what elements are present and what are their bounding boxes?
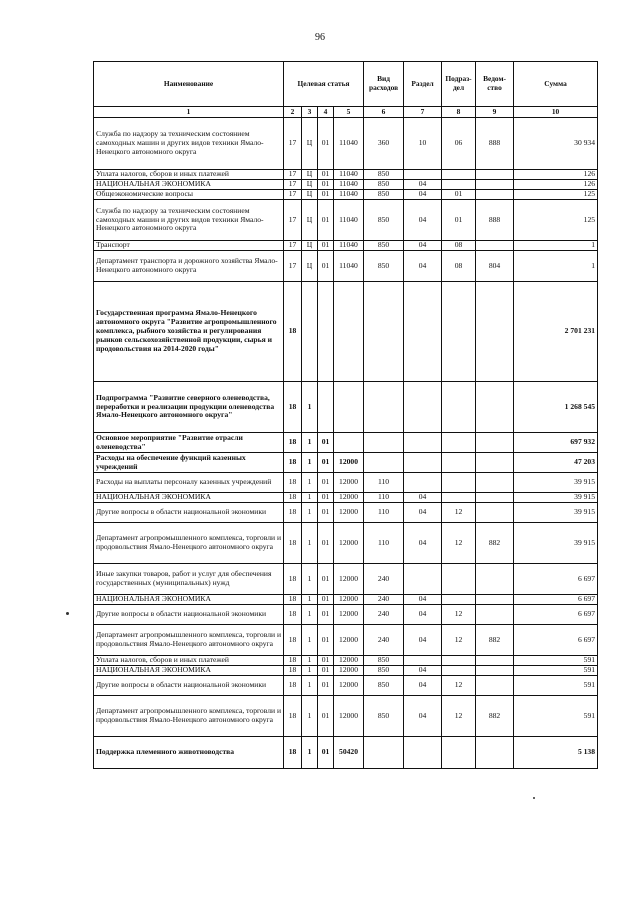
target-code-subprogram: 1 [302,473,318,493]
target-code-subprogram: 1 [302,737,318,769]
amount: 6 697 [514,595,598,605]
section-code: 04 [404,595,442,605]
section-code: 04 [404,696,442,737]
target-code-program: 18 [284,473,302,493]
budget-table [93,61,598,769]
row-name: Расходы на обеспечение функций казенных учреждений [94,453,284,473]
expense-type [364,737,404,769]
amount: 39 915 [514,493,598,503]
department-code [476,676,514,696]
target-code-direction: 12000 [334,605,364,625]
target-code-event: 01 [318,523,334,564]
target-code-program: 18 [284,696,302,737]
section-code: 04 [404,241,442,251]
amount: 6 697 [514,605,598,625]
row-name: Департамент транспорта и дорожного хозяйства Ямало-Ненецкого автономного округа [94,251,284,282]
amount: 125 [514,200,598,241]
subsection-code [442,656,476,666]
amount: 6 697 [514,625,598,656]
target-code-event: 01 [318,564,334,595]
column-number: 5 [334,107,364,118]
target-code-program: 18 [284,666,302,676]
department-code [476,493,514,503]
section-code: 04 [404,251,442,282]
department-code [476,503,514,523]
header-subsection: Подраз-дел [442,62,476,107]
amount: 591 [514,656,598,666]
target-code-subprogram: 1 [302,433,318,453]
target-code-subprogram: 1 [302,656,318,666]
expense-type: 850 [364,180,404,190]
row-name: Департамент агропромышленного комплекса, торговли и продовольствия Ямало-Ненецкого автономного округа [94,523,284,564]
amount: 591 [514,676,598,696]
target-code-subprogram: Ц [302,200,318,241]
row-name: Уплата налогов, сборов и иных платежей [94,656,284,666]
expense-type: 850 [364,676,404,696]
target-code-program: 18 [284,625,302,656]
department-code: 882 [476,696,514,737]
table-row [94,503,598,523]
subsection-code: 12 [442,523,476,564]
target-code-direction: 12000 [334,625,364,656]
table-row [94,523,598,564]
expense-type: 240 [364,625,404,656]
header-name: Наименование [94,62,284,107]
header-amount: Сумма [514,62,598,107]
scan-speck [66,612,69,615]
expense-type: 850 [364,656,404,666]
table-row [94,170,598,180]
department-code [476,382,514,433]
target-code-subprogram: 1 [302,676,318,696]
target-code-direction: 11040 [334,241,364,251]
header-department: Ведом-ство [476,62,514,107]
header-section: Раздел [404,62,442,107]
expense-type: 850 [364,241,404,251]
table-body [94,118,598,769]
table-row [94,200,598,241]
target-code-subprogram: Ц [302,118,318,170]
target-code-program: 18 [284,605,302,625]
subsection-code: 01 [442,200,476,241]
target-code-event: 01 [318,503,334,523]
target-code-direction: 50420 [334,737,364,769]
target-code-event: 01 [318,190,334,200]
table-row [94,251,598,282]
table-row [94,676,598,696]
row-name: Подпрограмма "Развитие северного оленеводства, переработки и реализации продукции оленеводства Ямало-Ненецкого автономного округа" [94,382,284,433]
section-code [404,433,442,453]
expense-type [364,433,404,453]
expense-type [364,282,404,382]
target-code-subprogram: 1 [302,595,318,605]
target-code-program: 18 [284,676,302,696]
table-row [94,564,598,595]
section-code: 04 [404,190,442,200]
target-code-direction: 12000 [334,473,364,493]
target-code-direction: 11040 [334,251,364,282]
subsection-code: 12 [442,676,476,696]
target-code-direction: 11040 [334,190,364,200]
target-code-event: 01 [318,676,334,696]
target-code-event: 01 [318,180,334,190]
subsection-code [442,473,476,493]
target-code-program: 18 [284,656,302,666]
target-code-subprogram: 1 [302,503,318,523]
target-code-direction: 12000 [334,595,364,605]
target-code-event: 01 [318,118,334,170]
section-code [404,564,442,595]
target-code-program: 18 [284,493,302,503]
target-code-direction: 11040 [334,180,364,190]
amount: 126 [514,170,598,180]
target-code-event: 01 [318,493,334,503]
column-number: 8 [442,107,476,118]
section-code [404,453,442,473]
target-code-event: 01 [318,625,334,656]
row-name: Другие вопросы в области национальной экономики [94,676,284,696]
header-target: Целевая статья [284,62,364,107]
subsection-code [442,282,476,382]
header-row [94,62,598,107]
target-code-event: 01 [318,605,334,625]
table-row [94,453,598,473]
target-code-program: 17 [284,180,302,190]
target-code-program: 18 [284,282,302,382]
section-code: 10 [404,118,442,170]
subsection-code: 06 [442,118,476,170]
department-code: 804 [476,251,514,282]
department-code [476,170,514,180]
target-code-subprogram: Ц [302,241,318,251]
column-number: 3 [302,107,318,118]
amount: 6 697 [514,564,598,595]
subsection-code [442,595,476,605]
amount: 1 [514,251,598,282]
target-code-program: 17 [284,200,302,241]
row-name: НАЦИОНАЛЬНАЯ ЭКОНОМИКА [94,180,284,190]
table-row [94,595,598,605]
section-code: 04 [404,523,442,564]
section-code: 04 [404,200,442,241]
row-name: Государственная программа Ямало-Ненецкого автономного округа "Развитие агропромышленного комплекса, рыбного хозяйства и регулирования рынков сельскохозяйственной продукции, сырья и продовольствия на 2014-2020 годы" [94,282,284,382]
expense-type: 110 [364,503,404,523]
department-code [476,190,514,200]
target-code-program: 18 [284,523,302,564]
amount: 591 [514,696,598,737]
scan-speck [533,797,535,799]
department-code [476,473,514,493]
target-code-subprogram: 1 [302,564,318,595]
department-code [476,666,514,676]
subsection-code: 12 [442,696,476,737]
expense-type: 240 [364,564,404,595]
column-number-row [94,107,598,118]
header-expense-type: Вид расходов [364,62,404,107]
target-code-event: 01 [318,696,334,737]
department-code [476,282,514,382]
amount: 5 138 [514,737,598,769]
amount: 125 [514,190,598,200]
target-code-subprogram: Ц [302,251,318,282]
target-code-subprogram: 1 [302,523,318,564]
table-row [94,382,598,433]
target-code-event: 01 [318,170,334,180]
subsection-code: 12 [442,625,476,656]
department-code [476,241,514,251]
expense-type: 850 [364,696,404,737]
target-code-subprogram: 1 [302,493,318,503]
target-code-direction [334,433,364,453]
section-code [404,382,442,433]
expense-type: 360 [364,118,404,170]
target-code-event: 01 [318,656,334,666]
target-code-event: 01 [318,241,334,251]
column-number: 9 [476,107,514,118]
target-code-event [318,282,334,382]
section-code: 04 [404,676,442,696]
section-code [404,170,442,180]
subsection-code: 08 [442,251,476,282]
subsection-code [442,666,476,676]
target-code-program: 17 [284,241,302,251]
target-code-direction: 11040 [334,118,364,170]
department-code: 888 [476,118,514,170]
department-code [476,453,514,473]
target-code-subprogram: Ц [302,190,318,200]
department-code [476,605,514,625]
expense-type: 850 [364,190,404,200]
table-row [94,737,598,769]
department-code: 888 [476,200,514,241]
target-code-event [318,382,334,433]
row-name: Транспорт [94,241,284,251]
column-number: 1 [94,107,284,118]
table-row [94,473,598,493]
row-name: Служба по надзору за техническим состоянием самоходных машин и других видов техники Ямало-Ненецкого автономного округа [94,118,284,170]
column-number: 10 [514,107,598,118]
target-code-program: 17 [284,170,302,180]
column-number: 2 [284,107,302,118]
amount: 39 915 [514,473,598,493]
row-name: Расходы на выплаты персоналу казенных учреждений [94,473,284,493]
target-code-direction: 12000 [334,564,364,595]
row-name: Департамент агропромышленного комплекса, торговли и продовольствия Ямало-Ненецкого автономного округа [94,625,284,656]
row-name: Уплата налогов, сборов и иных платежей [94,170,284,180]
subsection-code: 01 [442,190,476,200]
subsection-code: 08 [442,241,476,251]
department-code [476,180,514,190]
section-code: 04 [404,503,442,523]
row-name: Основное мероприятие "Развитие отрасли оленеводства" [94,433,284,453]
target-code-direction: 12000 [334,676,364,696]
subsection-code [442,170,476,180]
section-code: 04 [404,666,442,676]
target-code-event: 01 [318,200,334,241]
row-name: Другие вопросы в области национальной экономики [94,605,284,625]
amount: 697 932 [514,433,598,453]
subsection-code [442,382,476,433]
target-code-subprogram: 1 [302,382,318,433]
amount: 1 [514,241,598,251]
column-number: 6 [364,107,404,118]
table-row [94,118,598,170]
department-code [476,595,514,605]
target-code-direction: 12000 [334,453,364,473]
table-row [94,666,598,676]
target-code-program: 18 [284,503,302,523]
target-code-event: 01 [318,737,334,769]
expense-type [364,382,404,433]
section-code: 04 [404,605,442,625]
expense-type: 850 [364,666,404,676]
table-row [94,696,598,737]
section-code [404,737,442,769]
target-code-program: 17 [284,118,302,170]
amount: 30 934 [514,118,598,170]
target-code-direction: 12000 [334,656,364,666]
target-code-direction: 12000 [334,666,364,676]
target-code-direction: 11040 [334,170,364,180]
target-code-subprogram [302,282,318,382]
target-code-event: 01 [318,473,334,493]
target-code-direction: 12000 [334,523,364,564]
department-code [476,564,514,595]
subsection-code [442,453,476,473]
page-number: 96 [315,32,325,43]
amount: 126 [514,180,598,190]
target-code-event: 01 [318,433,334,453]
target-code-program: 18 [284,433,302,453]
table-row [94,433,598,453]
target-code-event: 01 [318,251,334,282]
row-name: Служба по надзору за техническим состоянием самоходных машин и других видов техники Ямало-Ненецкого автономного округа [94,200,284,241]
row-name: Иные закупки товаров, работ и услуг для обеспечения государственных (муниципальных) нужд [94,564,284,595]
amount: 39 915 [514,523,598,564]
section-code: 04 [404,180,442,190]
target-code-subprogram: 1 [302,666,318,676]
amount: 591 [514,666,598,676]
target-code-direction [334,382,364,433]
row-name: Другие вопросы в области национальной экономики [94,503,284,523]
target-code-subprogram: 1 [302,605,318,625]
department-code [476,737,514,769]
table-row [94,282,598,382]
expense-type [364,453,404,473]
expense-type: 110 [364,473,404,493]
target-code-direction: 12000 [334,696,364,737]
target-code-event: 01 [318,666,334,676]
row-name: Департамент агропромышленного комплекса, торговли и продовольствия Ямало-Ненецкого автономного округа [94,696,284,737]
target-code-event: 01 [318,453,334,473]
row-name: НАЦИОНАЛЬНАЯ ЭКОНОМИКА [94,666,284,676]
target-code-direction: 11040 [334,200,364,241]
target-code-subprogram: 1 [302,453,318,473]
section-code [404,282,442,382]
target-code-event: 01 [318,595,334,605]
target-code-program: 17 [284,190,302,200]
row-name: НАЦИОНАЛЬНАЯ ЭКОНОМИКА [94,595,284,605]
expense-type: 110 [364,523,404,564]
section-code: 04 [404,625,442,656]
table-row [94,656,598,666]
section-code [404,656,442,666]
expense-type: 850 [364,200,404,241]
expense-type: 110 [364,493,404,503]
expense-type: 850 [364,251,404,282]
column-number: 4 [318,107,334,118]
column-number: 7 [404,107,442,118]
amount: 47 203 [514,453,598,473]
subsection-code [442,493,476,503]
target-code-direction: 12000 [334,503,364,523]
table-row [94,190,598,200]
subsection-code [442,564,476,595]
target-code-program: 18 [284,453,302,473]
department-code: 882 [476,625,514,656]
row-name: НАЦИОНАЛЬНАЯ ЭКОНОМИКА [94,493,284,503]
subsection-code: 12 [442,503,476,523]
section-code: 04 [404,493,442,503]
amount: 1 268 545 [514,382,598,433]
target-code-program: 18 [284,382,302,433]
expense-type: 850 [364,170,404,180]
department-code: 882 [476,523,514,564]
target-code-subprogram: Ц [302,180,318,190]
table-row [94,493,598,503]
target-code-direction [334,282,364,382]
target-code-direction: 12000 [334,493,364,503]
subsection-code [442,433,476,453]
subsection-code [442,180,476,190]
target-code-program: 18 [284,595,302,605]
amount: 39 915 [514,503,598,523]
row-name: Поддержка племенного животноводства [94,737,284,769]
target-code-program: 18 [284,564,302,595]
department-code [476,656,514,666]
expense-type: 240 [364,595,404,605]
table-row [94,180,598,190]
target-code-program: 17 [284,251,302,282]
section-code [404,473,442,493]
table-row [94,625,598,656]
expense-type: 240 [364,605,404,625]
subsection-code: 12 [442,605,476,625]
department-code [476,433,514,453]
target-code-subprogram: 1 [302,696,318,737]
subsection-code [442,737,476,769]
target-code-subprogram: Ц [302,170,318,180]
amount: 2 701 231 [514,282,598,382]
table-row [94,241,598,251]
target-code-subprogram: 1 [302,625,318,656]
row-name: Общеэкономические вопросы [94,190,284,200]
table-row [94,605,598,625]
target-code-program: 18 [284,737,302,769]
